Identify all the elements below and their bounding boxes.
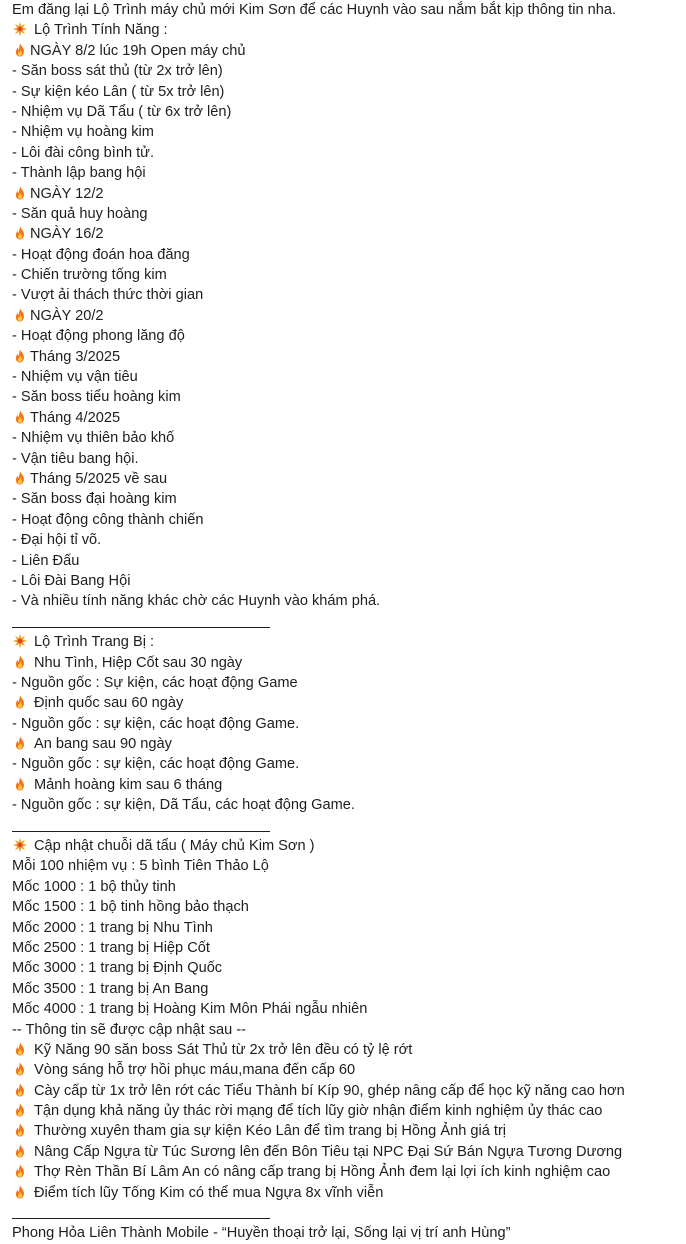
post-line [12,571,686,591]
post-line [12,367,686,387]
post-line [12,20,686,40]
post-line [12,1162,686,1182]
post-line [12,1101,686,1121]
post-line-text: Cày cấp từ 1x trở lên rớt các Tiểu Thành bí Kíp 90, ghép nâng cấp để học kỹ năng cao hơn [34,1082,625,1099]
post-line [12,489,686,509]
post-line [12,41,686,61]
post-line [12,1081,686,1101]
post-line-text: Tháng 4/2025 [30,409,121,426]
post-line-text: - Nhiệm vụ Dã Tẩu ( từ 6x trở lên) [12,103,232,120]
post-line [12,1183,686,1203]
post-line [12,265,686,285]
post-line-text: - Lôi đài công bình tử. [12,144,155,161]
fire-icon [12,307,28,323]
post-line [12,428,686,448]
post-line [12,102,686,122]
post-line [12,979,686,999]
fire-icon [12,1041,28,1057]
fire-icon [12,735,28,751]
post-line-text: - Sự kiện kéo Lân ( từ 5x trở lên) [12,83,225,100]
fire-icon [12,1102,28,1118]
post-line-text: - Nguồn gốc : sự kiện, các hoạt động Game. [12,715,300,732]
post-line-text: - Nhiệm vụ hoàng kim [12,124,154,141]
post-line [12,693,686,713]
post-line [12,551,686,571]
post-line-text: Mốc 3000 : 1 trang bị Định Quốc [12,960,223,977]
post-line [12,1142,686,1162]
post-line-text: Em đăng lại Lộ Trình máy chủ mới Kim Sơn để các Huynh vào sau nắm bắt kịp thông tin nha. [12,2,617,18]
post-line [12,653,686,673]
post-line [12,714,686,734]
sparkle-icon [12,21,28,37]
post-line [12,775,686,795]
post-line [12,285,686,305]
post-line-text: Thợ Rèn Thần Bí Lâm An có nâng cấp trang bị Hồng Ảnh đem lại lợi ích kinh nghiệm cao [34,1164,611,1181]
post-line-text: Cập nhật chuỗi dã tẩu ( Máy chủ Kim Sơn ) [34,838,315,855]
post-line [12,530,686,550]
post-line-text: Định quốc sau 60 ngày [34,695,184,712]
post-line [12,245,686,265]
post-line-text: Nâng Cấp Ngựa từ Túc Sương lên đến Bôn Tiêu tại NPC Đại Sứ Bán Ngựa Tương Dương [34,1143,623,1160]
fire-icon [12,776,28,792]
post-line-text: Lộ Trình Trang Bị : [34,634,155,651]
post-line [12,938,686,958]
post-line [12,632,686,652]
post-line [12,347,686,367]
post-line-text: NGÀY 20/2 [30,307,104,324]
post-line-text: - Săn boss tiểu hoàng kim [12,389,181,406]
post-line [12,918,686,938]
post-line [12,795,686,815]
post-line-text: Thường xuyên tham gia sự kiện Kéo Lân để tìm trang bị Hồng Ảnh giá trị [34,1123,507,1140]
post-line [12,469,686,489]
fire-icon [12,409,28,425]
post-line-text: - Vận tiêu bang hội. [12,450,139,467]
post-line-text: Tận dụng khả năng ủy thác rời mạng để tích lũy giờ nhận điểm kinh nghiệm ủy thác cao [34,1103,603,1120]
post-line-text: Mốc 2000 : 1 trang bị Nhu Tình [12,919,213,936]
post-line-text: -- Thông tin sẽ được cập nhật sau -- [12,1021,247,1038]
fire-icon [12,694,28,710]
post-line [12,326,686,346]
divider [12,1203,686,1223]
post-line-text: - Nguồn gốc : sự kiện, các hoạt động Game. [12,756,300,773]
post-line [12,163,686,183]
post-line-text: - Vượt ải thách thức thời gian [12,287,204,304]
post-line-text: - Hoạt động công thành chiến [12,511,204,528]
fire-icon [12,1082,28,1098]
post-line [12,673,686,693]
post-line [12,836,686,856]
post-line-text: - Lôi Đài Bang Hội [12,572,131,589]
post-line [12,1121,686,1141]
fire-icon [12,1143,28,1159]
post-line [12,1040,686,1060]
post-line-text: Mốc 2500 : 1 trang bị Hiệp Cốt [12,939,210,956]
divider [12,816,686,836]
post-line [12,204,686,224]
post-line-text: - Liên Đấu [12,552,80,569]
post-line-text: - Săn boss đại hoàng kim [12,491,177,508]
sparkle-icon [12,633,28,649]
post-line [12,0,686,20]
post-line-text: - Nguồn gốc : Sự kiện, các hoạt động Game [12,674,298,691]
post-line-text: Tháng 3/2025 [30,348,121,365]
post-line [12,387,686,407]
post-line-text: Điểm tích lũy Tống Kim có thể mua Ngựa 8x vĩnh viễn [34,1184,384,1201]
post-line-text: Mốc 1000 : 1 bộ thủy tinh [12,878,176,895]
post-line [12,449,686,469]
post-line [12,591,686,611]
post-line-text: - Săn quả huy hoàng [12,205,148,222]
post-line-text: - Nhiệm vụ vận tiêu [12,369,138,386]
post-line-text: NGÀY 16/2 [30,226,104,243]
post-line [12,754,686,774]
fire-icon [12,1163,28,1179]
post-line [12,877,686,897]
post-line-text: - Nguồn gốc : sự kiện, Dã Tẩu, các hoạt động Game. [12,797,355,814]
post-line [12,143,686,163]
fire-icon [12,225,28,241]
post-line-text: Tháng 5/2025 về sau [30,470,168,487]
post-line-text: Phong Hỏa Liên Thành Mobile - “Huyền thoại trở lại, Sống lại vị trí anh Hùng” [12,1225,511,1242]
post-line [12,958,686,978]
post-line-text: - Nhiệm vụ thiên bảo khố [12,430,175,447]
post-line [12,408,686,428]
post-line [12,1020,686,1040]
post-line-text: Vòng sáng hỗ trợ hồi phục máu,mana đến cấp 60 [34,1062,356,1079]
post-line-text: Mỗi 100 nhiệm vụ : 5 bình Tiên Thảo Lộ [12,858,269,875]
fire-icon [12,1061,28,1077]
post-line [12,510,686,530]
post-line [12,122,686,142]
post-line [12,61,686,81]
sparkle-icon [12,837,28,853]
post-line-text: NGÀY 8/2 lúc 19h Open máy chủ [30,42,246,59]
post-line-text: - Hoạt động đoán hoa đăng [12,246,190,263]
post-line-text: An bang sau 90 ngày [34,736,172,753]
post-line-text: Nhu Tình, Hiệp Cốt sau 30 ngày [34,654,243,671]
post-line-text: - Thành lập bang hội [12,165,146,182]
post-line-text: Mốc 4000 : 1 trang bị Hoàng Kim Môn Phái ngẫu nhiên [12,1001,368,1018]
post-line-text: - Đại hội tỉ võ. [12,532,102,549]
fire-icon [12,185,28,201]
post-line [12,184,686,204]
post-line [12,82,686,102]
post-line-text: Mảnh hoàng kim sau 6 tháng [34,776,223,793]
post-line-text: Mốc 1500 : 1 bộ tinh hồng bảo thạch [12,899,249,916]
fire-icon [12,1122,28,1138]
post-line [12,306,686,326]
divider [12,612,686,632]
post-line [12,734,686,754]
post-line [12,1060,686,1080]
fire-icon [12,470,28,486]
post-line-text: Kỹ Năng 90 săn boss Sát Thủ từ 2x trở lên đều có tỷ lệ rớt [34,1041,413,1058]
post-line-text: Lộ Trình Tính Năng : [34,22,168,39]
post-line-text: NGÀY 12/2 [30,185,104,202]
post-line [12,224,686,244]
fire-icon [12,42,28,58]
post-line [12,1223,686,1243]
post-line-text: Mốc 3500 : 1 trang bị An Bang [12,980,209,997]
post-line [12,999,686,1019]
post-line-text: - Hoạt động phong lăng độ [12,328,185,345]
post-line [12,897,686,917]
post-line-text: - Và nhiều tính năng khác chờ các Huynh vào khám phá. [12,593,381,610]
fire-icon [12,654,28,670]
post-line-text: - Chiến trường tống kim [12,267,167,284]
post-line [12,856,686,876]
post-line-text: - Săn boss sát thủ (từ 2x trở lên) [12,63,223,80]
fire-icon [12,348,28,364]
fire-icon [12,1184,28,1200]
